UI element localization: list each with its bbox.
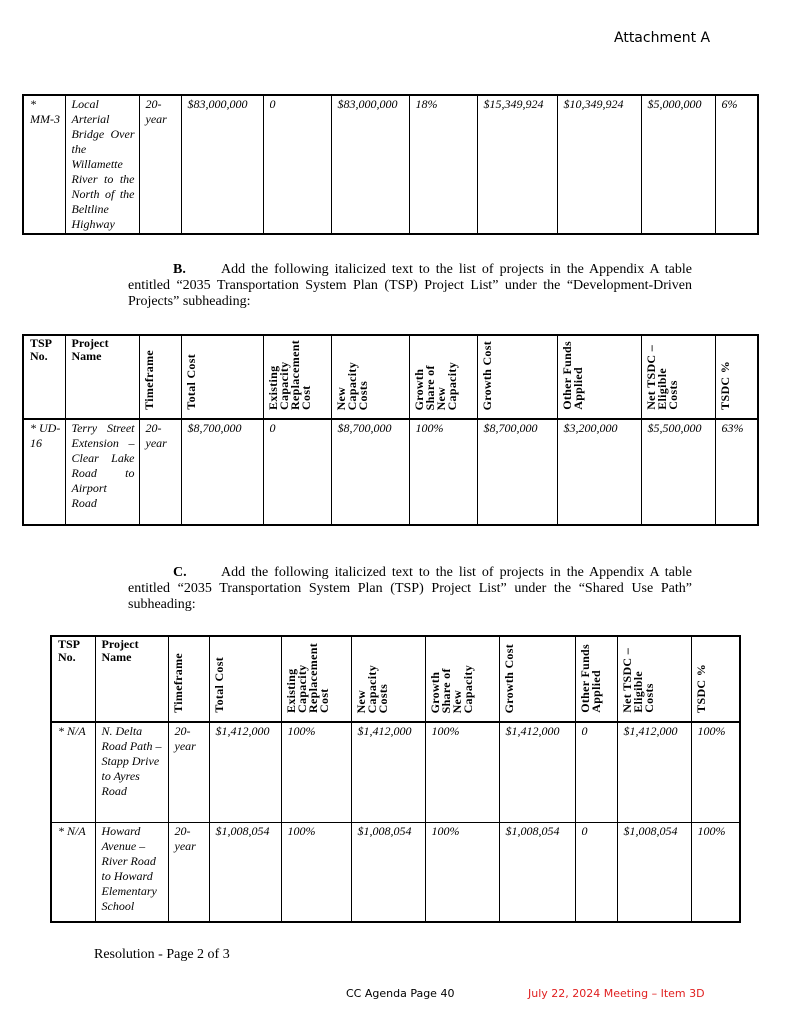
column-header-label: Existing Capacity Replacement Cost xyxy=(283,643,331,713)
column-header-label: New Capacity Costs xyxy=(353,664,390,713)
table-row xyxy=(51,822,740,922)
column-header: TSP No. xyxy=(23,335,65,419)
table-cell: 100% xyxy=(691,722,740,822)
section-b-paragraph xyxy=(128,262,692,310)
table-cell: $3,200,000 xyxy=(557,419,641,525)
table-row xyxy=(23,95,758,234)
table-cell: $1,008,054 xyxy=(499,822,575,922)
column-header xyxy=(641,335,715,419)
table-cell: 0 xyxy=(575,822,617,922)
agenda-page: CC Agenda Page 40 xyxy=(346,987,455,1000)
column-header-label: Net TSDC – Eligible Costs xyxy=(643,345,680,410)
table-cell: $5,500,000 xyxy=(641,419,715,525)
column-header xyxy=(691,636,740,722)
column-header xyxy=(331,335,409,419)
table-shared-use-path xyxy=(50,635,741,923)
table-cell: $1,412,000 xyxy=(209,722,281,822)
table-cell: $10,349,924 xyxy=(557,95,641,234)
section-c-paragraph xyxy=(128,565,692,613)
column-header: Project Name xyxy=(65,335,139,419)
column-header xyxy=(281,636,351,722)
column-header xyxy=(263,335,331,419)
column-header xyxy=(715,335,758,419)
column-header xyxy=(477,335,557,419)
table-cell: 0 xyxy=(263,419,331,525)
column-header: Project Name xyxy=(95,636,168,722)
column-header xyxy=(425,636,499,722)
column-header: TSP No. xyxy=(51,636,95,722)
column-header xyxy=(575,636,617,722)
table-cell: 100% xyxy=(281,822,351,922)
table-cell: 100% xyxy=(425,722,499,822)
column-header xyxy=(139,335,181,419)
column-header-label: TSDC % xyxy=(693,664,708,713)
meeting-label: July 22, 2024 Meeting – Item 3D xyxy=(528,987,705,1000)
resolution-page-number: Resolution - Page 2 of 3 xyxy=(94,947,230,962)
table-cell: $1,008,054 xyxy=(351,822,425,922)
column-header-label: Timeframe xyxy=(170,653,185,713)
table-ud16 xyxy=(22,334,759,526)
column-header xyxy=(181,335,263,419)
table-cell: 20-year xyxy=(139,419,181,525)
column-header-label: Timeframe xyxy=(141,350,156,410)
column-header xyxy=(617,636,691,722)
table-cell: $1,412,000 xyxy=(499,722,575,822)
table-cell: $8,700,000 xyxy=(477,419,557,525)
column-header xyxy=(168,636,209,722)
attachment-label: Attachment A xyxy=(614,30,711,46)
column-header xyxy=(209,636,281,722)
table-cell: $8,700,000 xyxy=(331,419,409,525)
column-header-label: Other Funds Applied xyxy=(559,341,585,410)
column-header-label: Existing Capacity Replacement Cost xyxy=(265,340,313,410)
column-header-label: Growth Share of New Capacity xyxy=(427,664,475,713)
section-c-text: Add the following italicized text to the list of projects in the Appendix A table entitled “2035 Transportation System Plan (TSP) Project List” under the “Shared Use Path” subheading: xyxy=(128,565,692,612)
table-cell: N. Delta Road Path – Stapp Drive to Ayres Road xyxy=(95,722,168,822)
section-b-text: Add the following italicized text to the list of projects in the Appendix A table entitled “2035 Transportation System Plan (TSP) Project List” under the “Development-Driven Projects” subheading: xyxy=(128,262,692,309)
table-mm3 xyxy=(22,94,759,235)
column-header-label: Total Cost xyxy=(183,354,198,410)
table-cell: 20-year xyxy=(168,722,209,822)
table-cell: 100% xyxy=(425,822,499,922)
table-cell: Terry Street Extension – Clear Lake Road to Airport Road xyxy=(65,419,139,525)
table-cell: 20-year xyxy=(139,95,181,234)
column-header-label: New Capacity Costs xyxy=(333,361,370,410)
column-header-label: Growth Cost xyxy=(479,340,494,410)
table-cell: $1,008,054 xyxy=(617,822,691,922)
table-cell: 100% xyxy=(691,822,740,922)
column-header-label: Net TSDC – Eligible Costs xyxy=(619,648,656,713)
section-b-label: B. xyxy=(173,262,186,277)
column-header xyxy=(409,335,477,419)
table-cell: 0 xyxy=(263,95,331,234)
table-row xyxy=(51,722,740,822)
column-header xyxy=(499,636,575,722)
table-cell: * N/A xyxy=(51,722,95,822)
column-header-label: Other Funds Applied xyxy=(577,644,603,713)
header-row xyxy=(23,335,758,419)
column-header xyxy=(351,636,425,722)
column-header-label: Total Cost xyxy=(211,657,226,713)
table-cell: * MM-3 xyxy=(23,95,65,234)
table-cell: 0 xyxy=(575,722,617,822)
table-cell: 6% xyxy=(715,95,758,234)
table-cell: 63% xyxy=(715,419,758,525)
table-row xyxy=(23,419,758,525)
table-cell: 20-year xyxy=(168,822,209,922)
table-cell: Local Arterial Bridge Over the Willamette River to the North of the Beltline Highway xyxy=(65,95,139,234)
table-cell: * UD-16 xyxy=(23,419,65,525)
table-cell: $5,000,000 xyxy=(641,95,715,234)
table-cell: Howard Avenue – River Road to Howard Elementary School xyxy=(95,822,168,922)
column-header-label: Growth Share of New Capacity xyxy=(411,361,459,410)
table-cell: 100% xyxy=(281,722,351,822)
table-cell: $8,700,000 xyxy=(181,419,263,525)
column-header-label: TSDC % xyxy=(717,361,732,410)
table-cell: * N/A xyxy=(51,822,95,922)
column-header xyxy=(557,335,641,419)
table-cell: $1,008,054 xyxy=(209,822,281,922)
table-cell: 100% xyxy=(409,419,477,525)
table-cell: $1,412,000 xyxy=(617,722,691,822)
table-cell: $83,000,000 xyxy=(331,95,409,234)
section-c-label: C. xyxy=(173,565,187,580)
table-cell: $1,412,000 xyxy=(351,722,425,822)
table-cell: 18% xyxy=(409,95,477,234)
table-cell: $83,000,000 xyxy=(181,95,263,234)
table-cell: $15,349,924 xyxy=(477,95,557,234)
column-header-label: Growth Cost xyxy=(501,643,516,713)
header-row xyxy=(51,636,740,722)
